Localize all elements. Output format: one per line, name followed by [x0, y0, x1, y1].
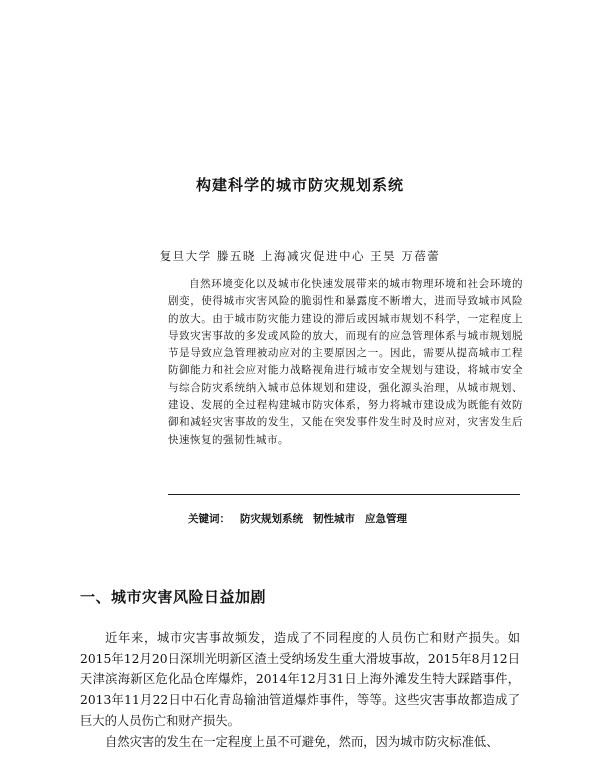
abstract-paragraph: 自然环境变化以及城市化快速发展带来的城市物理环境和社会环境的剧变，使得城市灾害风险的脆弱性和暴露度不断增大，进而导致城市风险的放大。由于城市防灾能力建设的滞后或因城市规划不科学，一定程度上导致灾害事故的多发或风险的放大，而现有的应急管理体系与城市规划脱节是导致应急管理被动应对的主要原因之一。因此，需要从提高城市工程防御能力和社会应对能力战略视角进行城市安全规划与建设，将城市安全与综合防灾系统纳入城市总体规划和建设，强化源头治理，从城市规划、建设、发展的全过程构建城市防灾体系，努力将城市建设成为既能有效防御和减轻灾害事故的发生，又能在突发事件发生时及时应对，灾害发生后快速恢复的强韧性城市。 [168, 278, 523, 446]
keyword-item: 应急管理 [365, 513, 407, 525]
body-paragraph: 近年来，城市灾害事故频发，造成了不同程度的人员伤亡和财产损失。如2015年12月20日深圳光明新区渣土受纳场发生重大滑坡事故，2015年8月12日天津滨海新区危化品仓库爆炸，2014年12月31日上海外滩发生特大踩踏事件，2013年11月22日中石化青岛输油管道爆炸事件，等等。这些灾害事故都造成了巨大的人员伤亡和财产损失。 [80, 631, 520, 728]
article-title: 构建科学的城市防灾规划系统 [195, 176, 404, 194]
section-heading: 一、城市灾害风险日益加剧 [80, 588, 267, 606]
article-authors: 复旦大学 滕五晓 上海减灾促进中心 王昊 万蓓蕾 [159, 249, 441, 263]
keywords-label: 关键词： [188, 513, 230, 525]
keywords-line [188, 511, 417, 526]
body-paragraph: 自然灾害的发生在一定程度上虽不可避免，然而，因为城市防灾标准低、 [105, 735, 499, 749]
keyword-item: 防灾规划系统 [240, 513, 303, 525]
keyword-item: 韧性城市 [313, 513, 355, 525]
abstract-divider [168, 494, 520, 495]
